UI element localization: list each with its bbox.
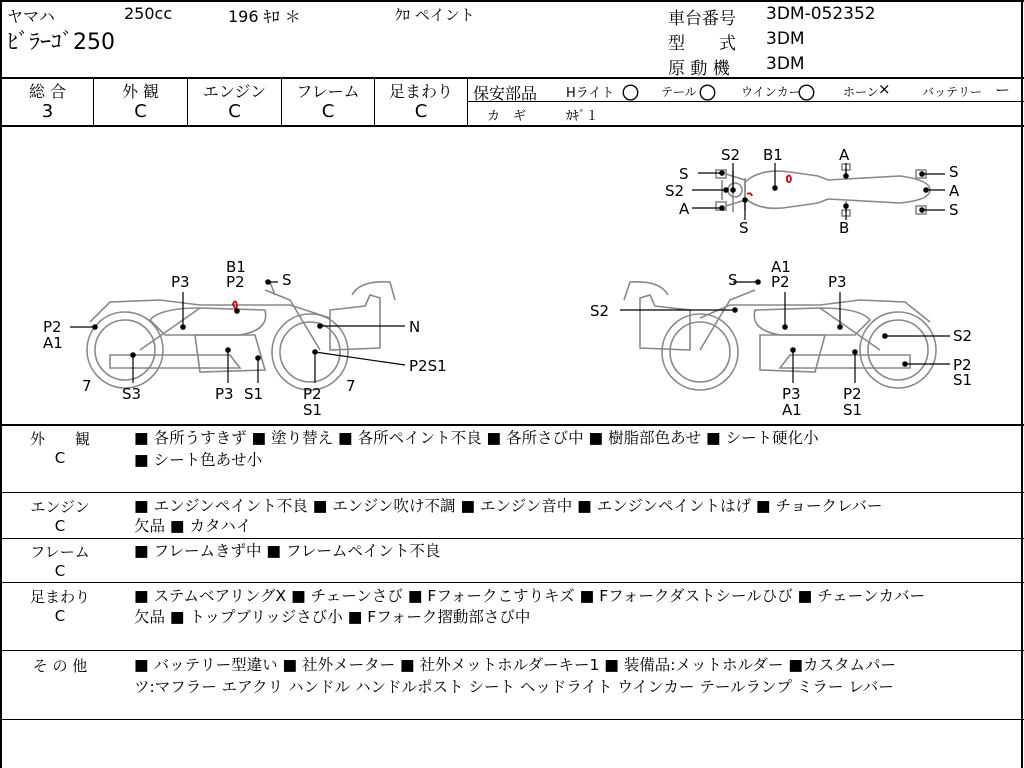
note-frame-label: フレーム [30,543,90,561]
top-label-b: B [839,219,850,237]
note-engine-label: エンジン [30,498,90,516]
top-label-s2: S2 [721,146,741,164]
left-label-s1: S1 [244,385,264,403]
note-suspension-grade: C [54,607,66,625]
left-label-a1: A1 [43,334,63,352]
top-label-a-left: A [679,200,690,218]
left-label-7-left: 7 [82,377,92,395]
left-label-p3-bottom: P3 [215,385,234,403]
right-label-s1-bottom: S1 [843,401,863,419]
engine-label: 原 動 機 [668,59,730,79]
left-label-p3: P3 [171,273,190,291]
type-label: 型 式 [668,34,736,54]
grade-exterior-value: C [134,101,147,122]
chassis-value: 3DM-052352 [766,4,876,24]
note-other-text2: ツ:マフラー エアクリ ハンドル ハンドルポスト シート ヘッドライト ウインカー テールランプ ミラー レバー [134,678,894,696]
grade-frame-value: C [321,101,335,122]
top-label-a: A [839,146,850,164]
note-engine-text: ■ エンジンペイント不良 ■ エンジン吹け不調 ■ エンジン音中 ■ エンジンペイントはげ ■ チョークレバー [134,497,883,515]
safety-battery-mark: ー [995,81,1011,99]
right-label-a1-bottom: A1 [782,401,802,419]
safety-battery: バッテリー [922,85,983,99]
left-label-b1: B1 [226,258,246,276]
note-exterior-grade: C [54,449,66,467]
maker: ヤマハ [7,7,55,26]
note-engine-text2: 欠品 ■ カタハイ [134,517,252,535]
safety-horn: ホーン [843,85,879,99]
left-label-n: N [409,318,421,336]
note-suspension-label: 足まわり [29,588,90,606]
top-label-b1: B1 [763,146,783,164]
top-label-s-right2: S [949,201,959,219]
displacement: 250cc [124,4,173,23]
top-view-bike [716,164,930,216]
key-value: ｶｷﾞ１ [566,109,599,124]
left-label-p2-left: P2 [43,318,62,336]
top-label-s-left: S [679,165,689,183]
chassis-label: 車台番号 [668,9,736,29]
right-label-p3: P3 [828,273,847,291]
note-exterior-label: 外 観 [29,430,90,448]
safety-winker-mark: 〇 [798,84,815,104]
right-label-p2: P2 [771,273,790,291]
grade-suspension-label: 足まわり [388,82,453,101]
grade-engine-label: エンジン [202,82,267,101]
safety-headlight-mark: 〇 [622,84,639,104]
note-frame-text: ■ フレームきず中 ■ フレームペイント不良 [134,542,441,560]
left-label-p2: P2 [226,273,245,291]
right-label-s2-left: S2 [590,302,610,320]
note-frame-grade: C [54,562,66,580]
top-label-s-bottom: S [739,219,749,237]
safety-tail: テール [661,85,697,99]
safety-headlight: Hライト [566,86,615,101]
type-value: 3DM [766,29,805,49]
right-label-s: S [728,271,738,289]
note-other-text: ■ バッテリー型違い ■ 社外メーター ■ 社外メットホルダーキー1 ■ 装備品:メットホルダー ■カスタムパー [134,656,896,674]
right-label-p3-bottom: P3 [782,385,801,403]
color: ｸﾛ ペイント [395,6,475,24]
right-label-s1-right: S1 [953,371,973,389]
top-label-s-right: S [949,163,959,181]
safety-tail-mark: 〇 [699,84,716,104]
grade-overall-value: 3 [41,101,54,122]
mileage: 196 ｷﾛ ＊ [228,7,301,26]
note-suspension-text: ■ ステムベアリングX ■ チェーンさび ■ Fフォークこすりキズ ■ Fフォークダストシールひび ■ チェーンカバー [134,587,925,605]
grade-suspension-value: C [414,101,428,122]
model-name: ﾋﾞﾗｰｺﾞ250 [7,30,115,55]
top-label-s2-left: S2 [665,182,685,200]
engine-value: 3DM [766,54,805,74]
note-exterior-text: ■ 各所うすきず ■ 塗り替え ■ 各所ペイント不良 ■ 各所さび中 ■ 樹脂部色あせ ■ シート硬化小 [134,429,819,447]
grade-engine-value: C [228,101,241,122]
right-label-p2-right: P2 [953,356,972,374]
grade-frame-label: フレーム [296,82,360,101]
right-label-a1: A1 [771,258,791,276]
top-label-a-right: A [949,182,960,200]
left-label-s: S [282,271,292,289]
safety-label: 保安部品 [473,84,538,103]
left-label-s3: S3 [122,385,142,403]
safety-horn-mark: × [878,80,891,98]
key-label: カ ギ [487,109,527,124]
note-exterior-text2: ■ シート色あせ小 [134,451,263,469]
note-engine-grade: C [54,517,66,535]
grade-overall-label: 総 合 [28,82,67,101]
left-label-7-right: 7 [346,377,356,395]
left-label-p2s1: P2S1 [409,357,447,375]
right-label-s2-right: S2 [953,327,973,345]
left-label-s1-bottom: S1 [303,401,323,419]
left-label-p2-bottom: P2 [303,385,322,403]
right-label-p2-bottom: P2 [843,385,862,403]
safety-winker: ウインカー [741,85,801,99]
grade-exterior-label: 外 観 [121,82,160,101]
note-suspension-text2: 欠品 ■ トップブリッジさび小 ■ Fフォーク摺動部さび中 [134,608,531,626]
note-other-label: そ の 他 [32,657,88,675]
